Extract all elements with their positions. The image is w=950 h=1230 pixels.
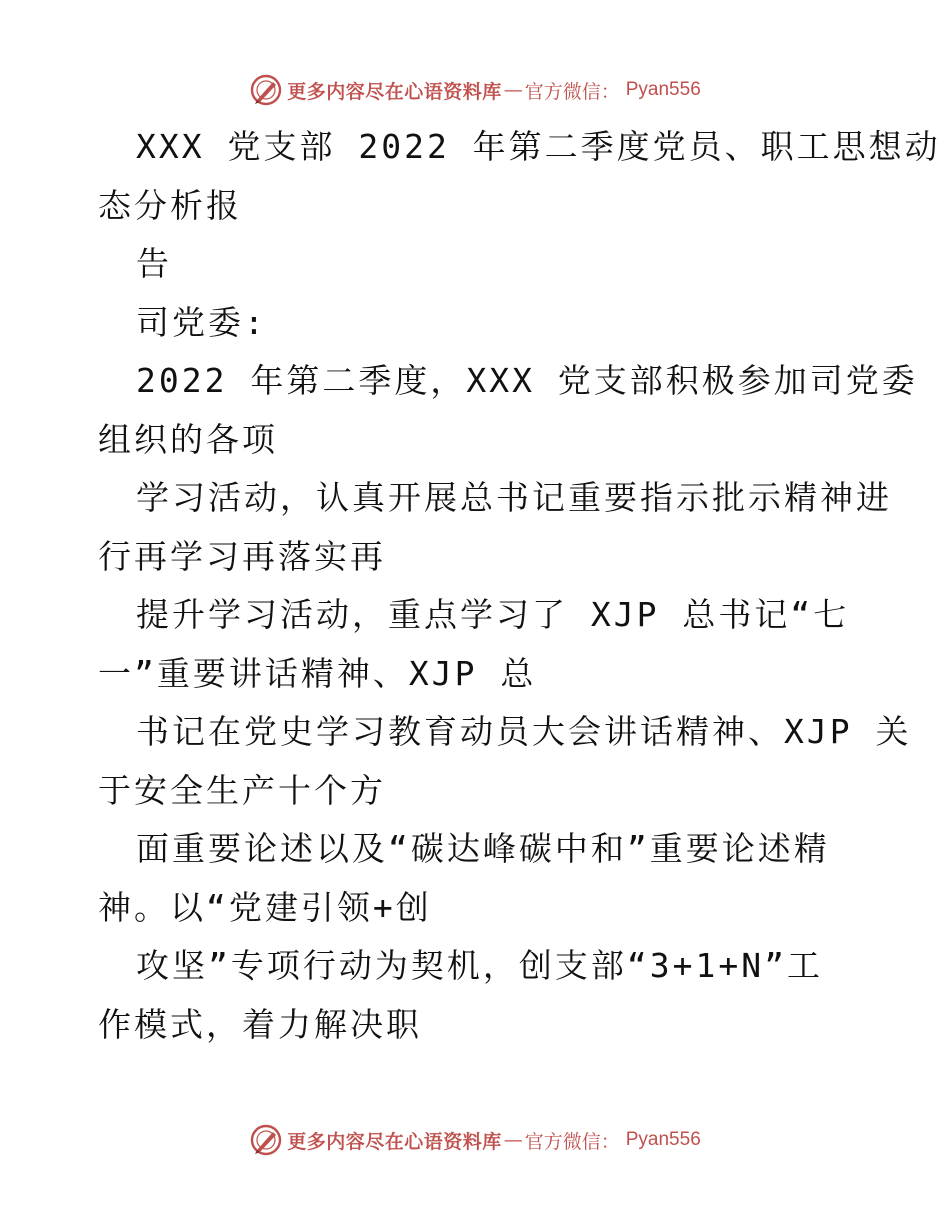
document-line: 提升学习活动，重点学习了 XJP 总书记“七 — [136, 595, 850, 634]
document-line: 面重要论述以及“碳达峰碳中和”重要论述精 — [136, 829, 830, 868]
watermark-wechat-id: Pyan556 — [625, 79, 701, 100]
document-line: 攻坚”专项行动为契机，创支部“3+1+N”工 — [136, 946, 823, 985]
watermark-wechat-id: Pyan556 — [625, 1129, 701, 1150]
document-line: 告 — [136, 244, 172, 283]
pen-logo-icon — [249, 73, 283, 107]
watermark-label: 官方微信： — [524, 80, 620, 103]
header-watermark — [0, 70, 950, 110]
document-line: 司党委: — [136, 302, 267, 342]
document-line: 书记在党史学习教育动员大会讲话精神、XJP 关 — [136, 712, 912, 751]
watermark-label: 官方微信： — [524, 1130, 620, 1153]
document-line: 态分析报 — [98, 185, 242, 225]
document-line: 于安全生产十个方 — [98, 770, 386, 810]
pen-logo-icon — [249, 1123, 283, 1157]
document-body — [98, 118, 941, 1054]
document-line: 学习活动，认真开展总书记重要指示批示精神进 — [136, 478, 892, 517]
document-line: 作模式，着力解决职 — [98, 1004, 422, 1044]
watermark-separator: — — [503, 79, 523, 101]
document-line: 2022 年第二季度，XXX 党支部积极参加司党委 — [136, 361, 918, 400]
footer-watermark — [0, 1120, 950, 1160]
document-line: 组织的各项 — [98, 419, 278, 459]
watermark-text: 更多内容尽在心语资料库 — [287, 1130, 502, 1153]
watermark-text: 更多内容尽在心语资料库 — [287, 80, 502, 103]
document-line: 神。以“党建引领+创 — [98, 887, 432, 927]
document-line: 行再学习再落实再 — [98, 536, 386, 576]
document-line: XXX 党支部 2022 年第二季度党员、职工思想动 — [136, 127, 941, 166]
document-line: 一”重要讲话精神、XJP 总 — [98, 653, 537, 693]
watermark-separator: — — [503, 1129, 523, 1151]
